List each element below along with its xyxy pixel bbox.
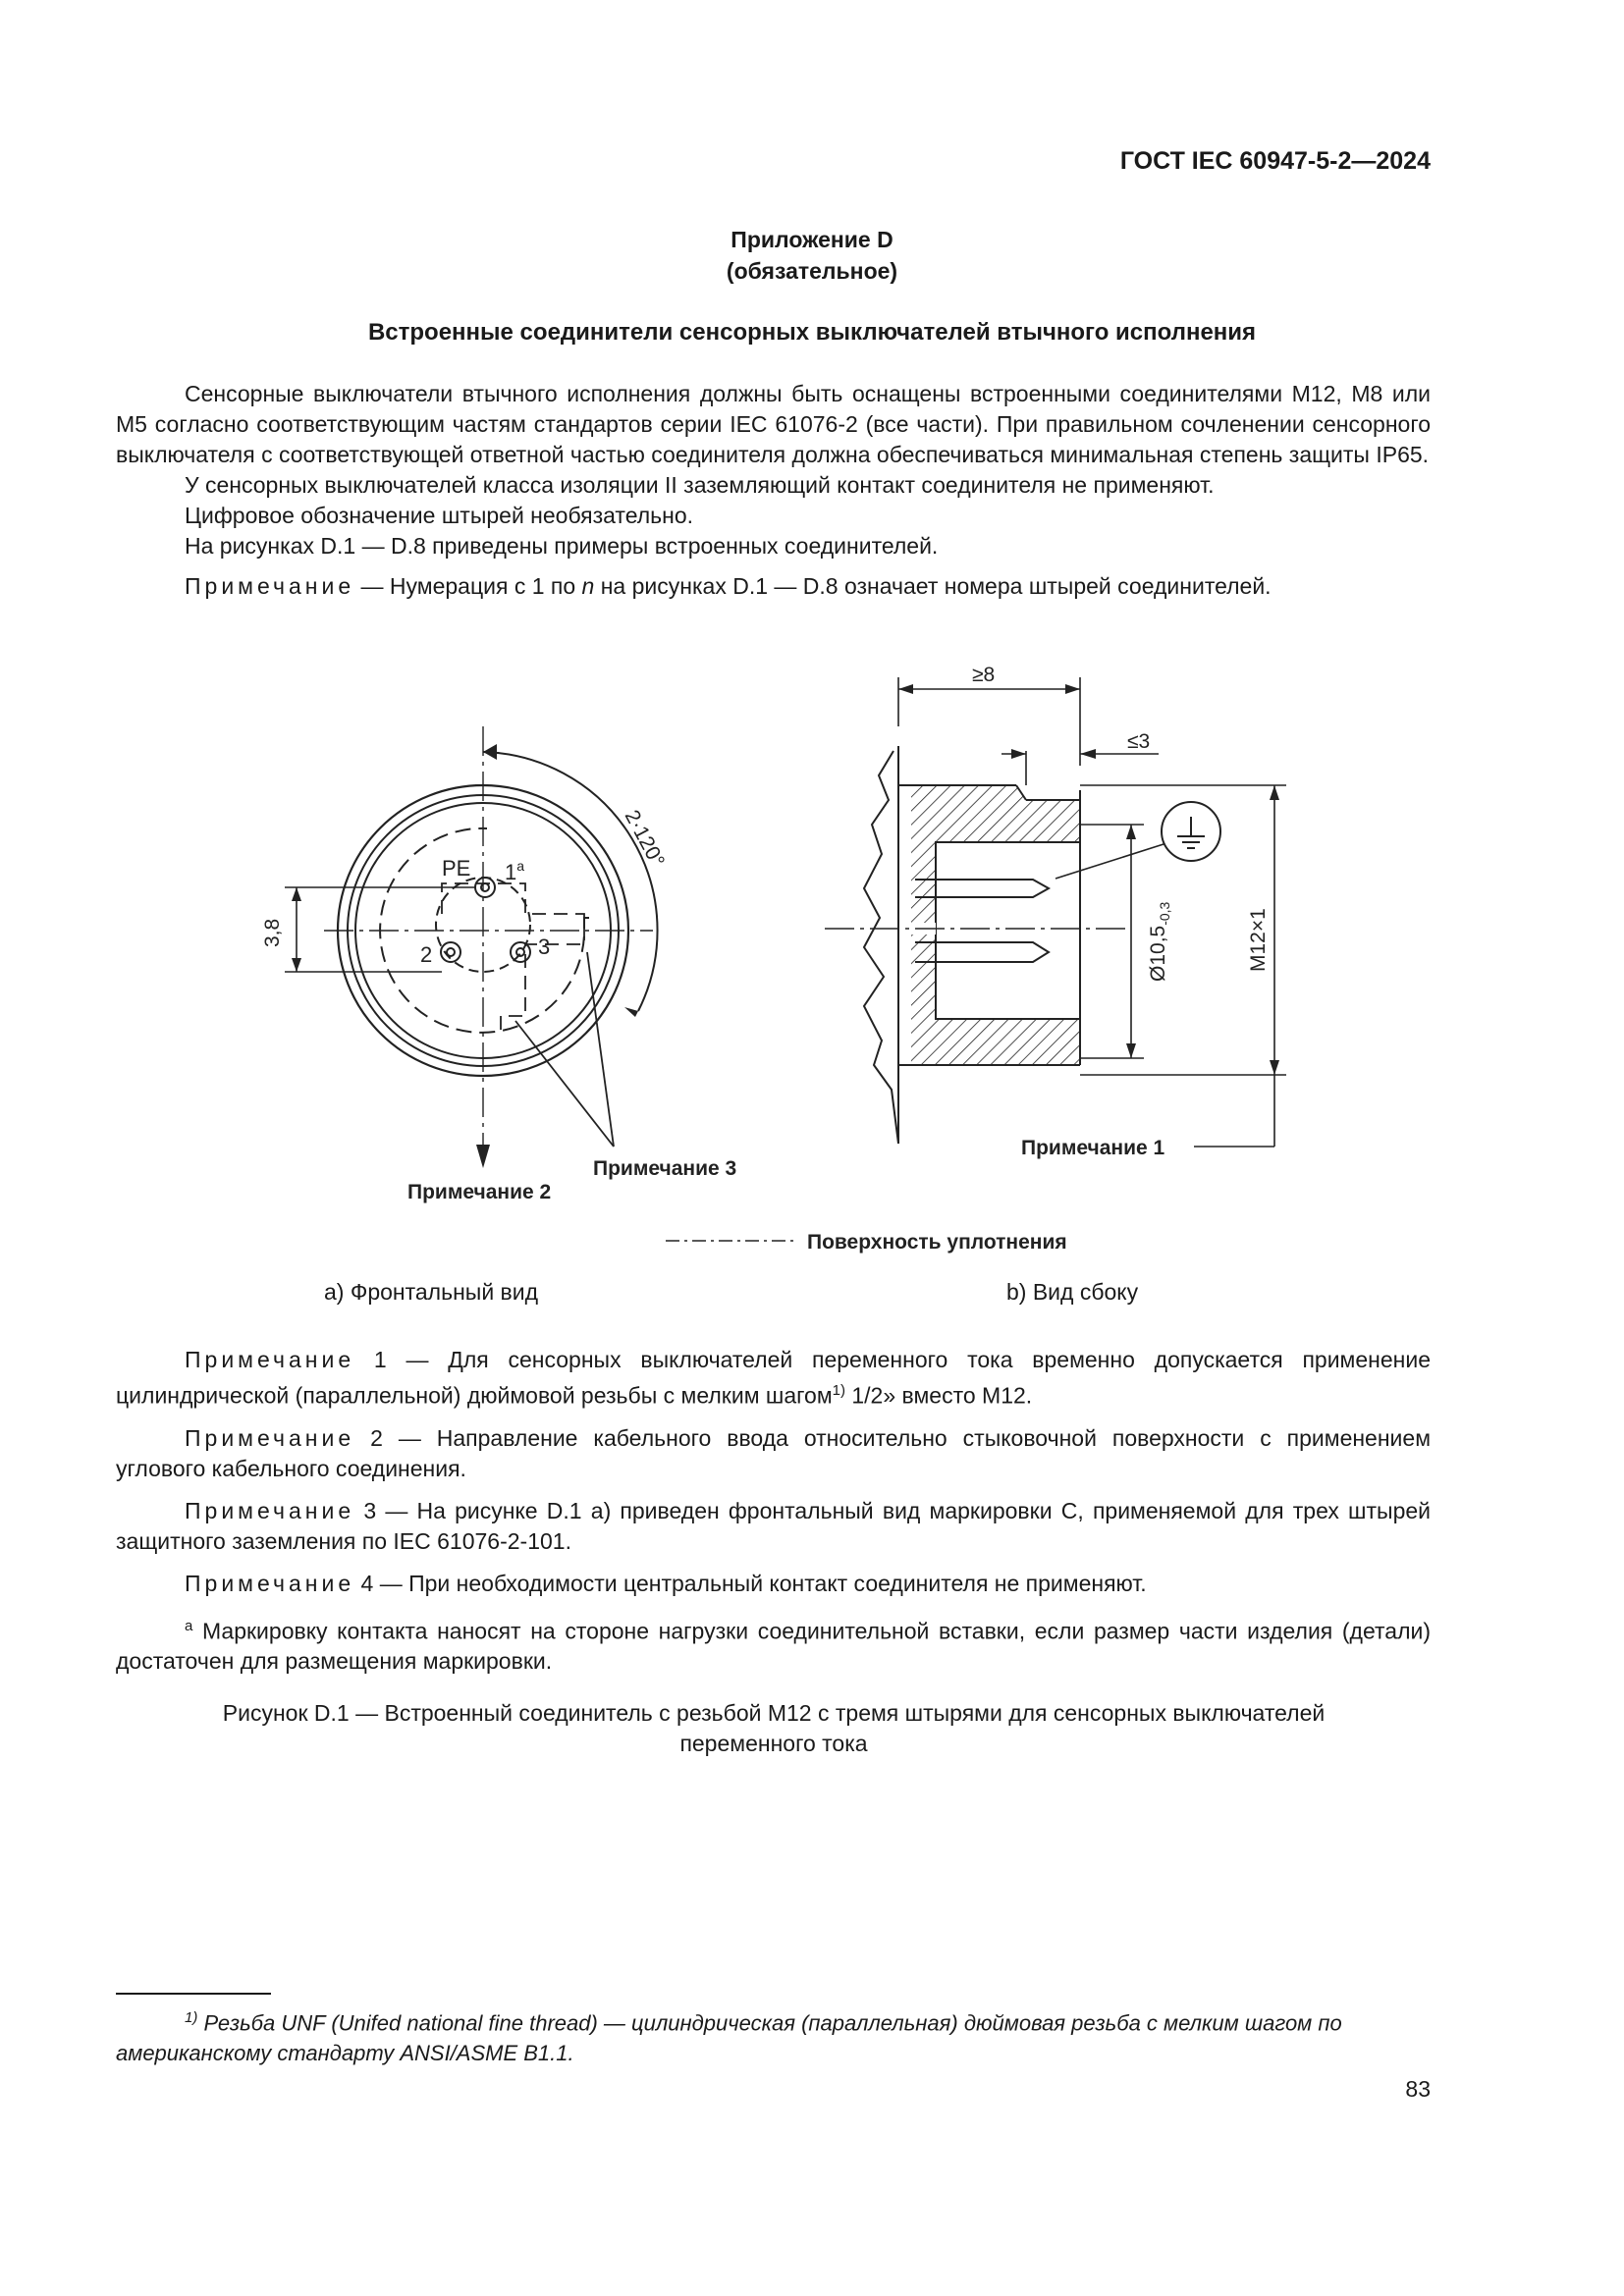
figure-caption: Рисунок D.1 — Встроенный соединитель с резьбой M12 с тремя штырями для сенсорных выключателей переменного тока (222, 1700, 1326, 1756)
dim-le3: ≤3 (1127, 730, 1151, 753)
annex-title: Приложение D (731, 227, 893, 252)
page-number: 83 (1405, 2076, 1431, 2102)
front-view (285, 726, 658, 1148)
dim-thread: M12×1 (1247, 908, 1270, 972)
paragraph: Сенсорные выключатели втычного исполнения должны быть оснащены встроенными соединителями M12, M8 или M5 согласно соответствующим частям стандартов серии IEC 61076-2 (все части). При правильном сочленении сенсорного выключателя с соответствующей ответной частью соединителя должна обеспечиваться минимальная степень защиты IP65. (116, 381, 1431, 467)
side-view (666, 677, 1286, 1241)
caption-front-view: a) Фронтальный вид (324, 1279, 539, 1305)
dim-ge8: ≥8 (972, 664, 996, 686)
connector-drawing (0, 648, 1624, 1296)
note2-label: Примечание 2 (407, 1181, 552, 1203)
paragraph: Цифровое обозначение штырей необязательно. (185, 503, 694, 528)
annex-status: (обязательное) (726, 258, 898, 284)
pin1-label: 1$^a$ (505, 858, 525, 884)
note-4: Примечание 4 — При необходимости центральный контакт соединителя не применяют. (185, 1570, 1147, 1596)
dim-3-8: 3,8 (261, 918, 284, 947)
note-3: Примечание 3 — На рисунке D.1 a) приведен фронтальный вид маркировки C, применяемой для трех штырей защитного заземления по IEC 61076-2-101. (116, 1497, 1432, 1554)
front-view-arrows (292, 744, 638, 1168)
figure-notes (116, 1345, 1431, 1677)
legend-sealing-surface: Поверхность уплотнения (807, 1231, 1067, 1254)
note-2: Примечание 2 — Направление кабельного ввода относительно стыковочной поверхности с применением углового кабельного соединения. (116, 1424, 1432, 1481)
footnote-a: $^a$ Маркировку контакта наносят на стороне нагрузки соединительной вставки, если размер части изделия (детали) достаточен для размещения маркировки. (116, 1617, 1431, 1675)
footnote: $^{1)}$ Резьба UNF (Unifed national fine thread) — цилиндрическая (параллельная) дюймовая резьба с мелким шагом по американскому стандарту ANSI/ASME B1.1. (116, 2009, 1342, 2066)
section-title: Встроенные соединители сенсорных выключателей втычного исполнения (367, 319, 1257, 346)
note1-label: Примечание 1 (1021, 1137, 1165, 1159)
paragraph: На рисунках D.1 — D.8 приведены примеры встроенных соединителей. (185, 533, 939, 559)
note3-label: Примечание 3 (593, 1157, 737, 1180)
footnote-separator (116, 1993, 271, 1995)
pin2-label: 2 (420, 942, 433, 967)
dim-diameter: $Ø10,5_{-0,3}$ (1147, 901, 1172, 982)
angle-label: 2·120° (620, 806, 670, 872)
intro-note: Примечание — Нумерация с 1 по n на рисунках D.1 — D.8 означает номера штырей соединителей. (185, 573, 1272, 599)
annex-heading (0, 224, 1624, 287)
caption-side-view: b) Вид сбоку (1006, 1279, 1139, 1305)
pe-label: PE (442, 856, 471, 881)
pin3-label: 3 (538, 934, 551, 959)
note-label: Примечание (185, 573, 355, 599)
document-id: ГОСТ IEC 60947-5-2—2024 (1119, 147, 1431, 175)
note-1: Примечание 1 — Для сенсорных выключателей переменного тока временно допускается применение цилиндрической (параллельной) дюймовой резьбы с мелким шагом$^{1)}$ 1/2» вместо M12. (116, 1347, 1431, 1409)
paragraph: У сенсорных выключателей класса изоляции II заземляющий контакт соединителя не применяют. (185, 472, 1215, 498)
body-text (116, 379, 1431, 602)
